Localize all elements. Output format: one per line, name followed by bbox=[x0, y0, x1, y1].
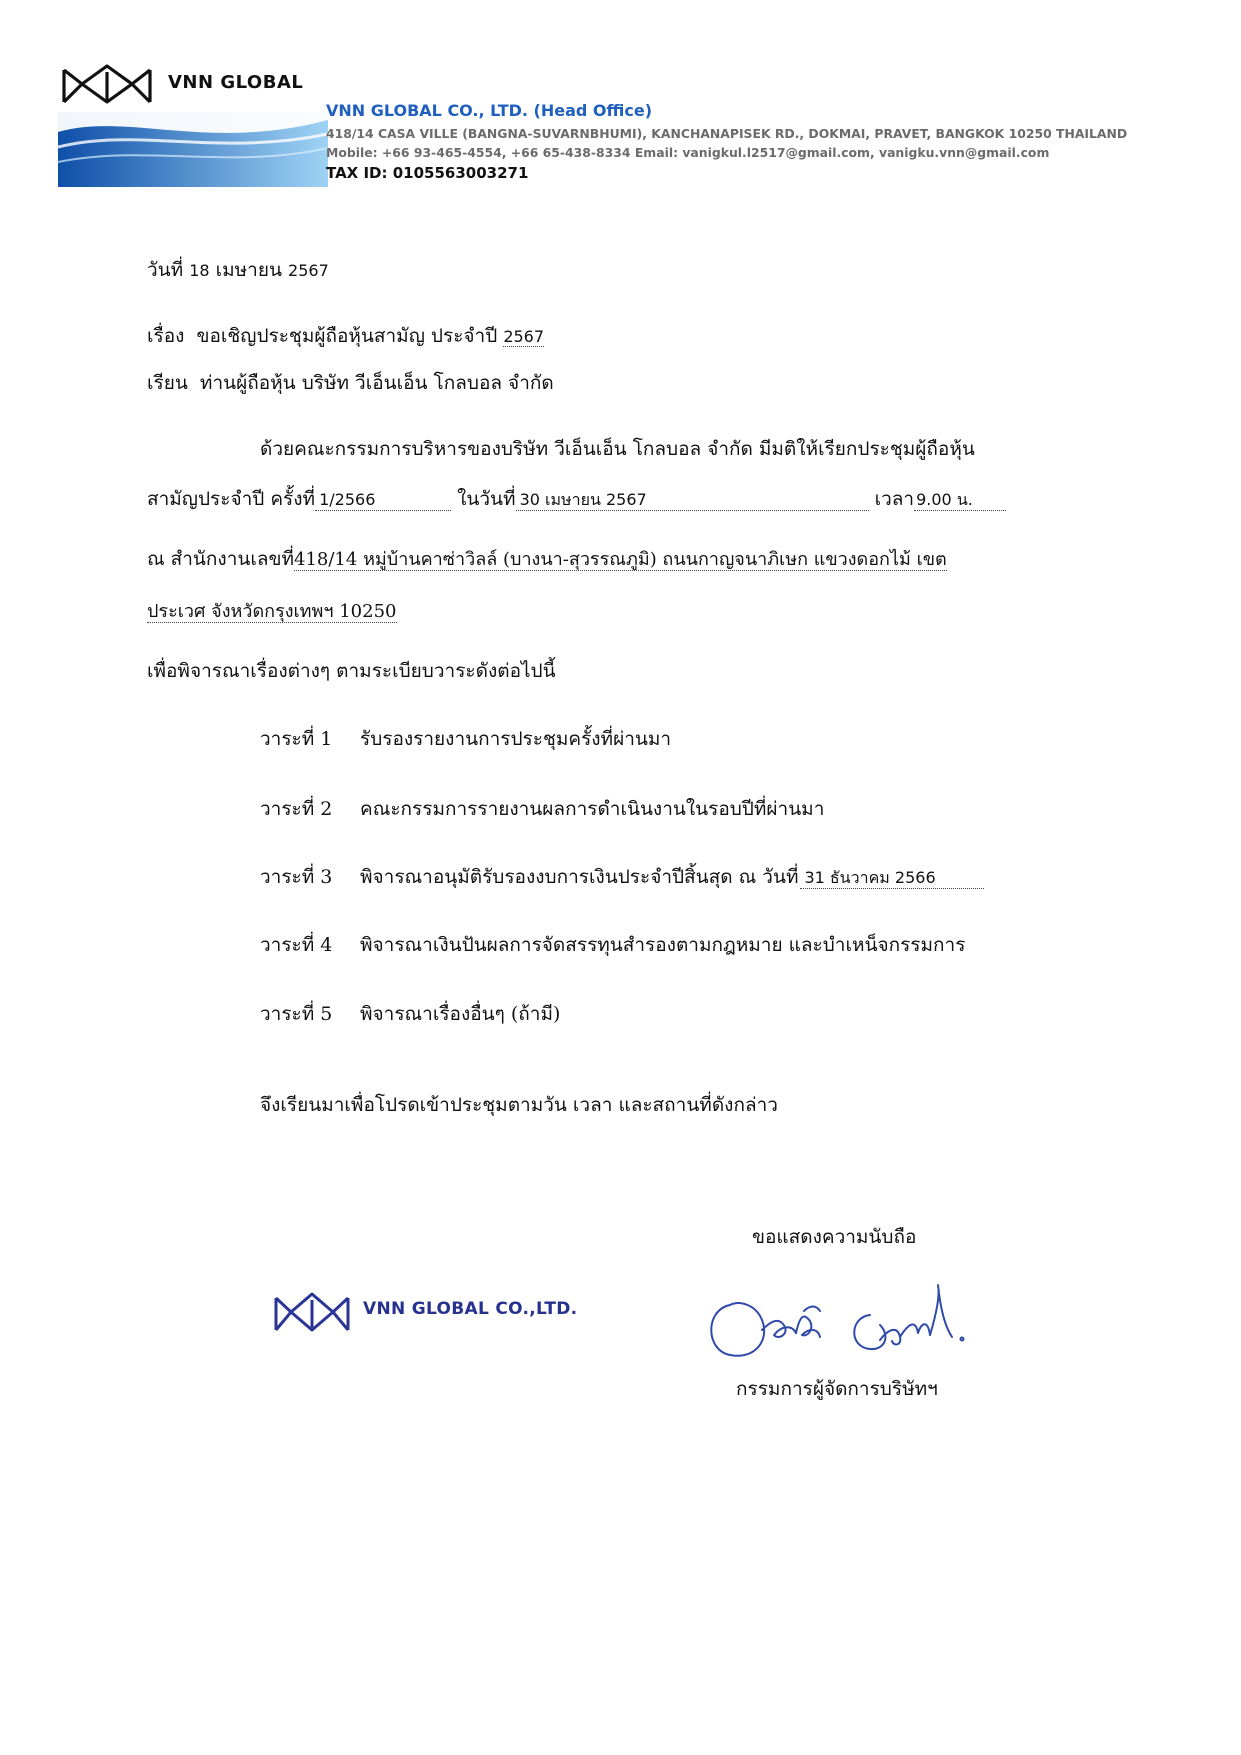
date-month: เมษายน bbox=[215, 259, 282, 281]
agenda-item bbox=[260, 794, 824, 824]
agenda-item bbox=[260, 930, 965, 960]
location-line-1 bbox=[147, 544, 947, 574]
agenda-label: วาระที่ 4 bbox=[260, 934, 333, 956]
agenda-text: พิจารณาเงินปันผลการจัดสรรทุนสำรองตามกฎหมาย และบำเหน็จกรรมการ bbox=[360, 934, 966, 956]
meeting-date-label: ในวันที่ bbox=[457, 488, 516, 510]
agenda-label: วาระที่ 3 bbox=[260, 866, 333, 888]
meeting-date-field: 30 เมษายน 2567 bbox=[516, 490, 869, 511]
agenda-text: คณะกรรมการรายงานผลการดำเนินงานในรอบปีที่ผ่านมา bbox=[360, 798, 825, 820]
letter-date bbox=[147, 255, 329, 285]
agenda-text: รับรองรายงานการประชุมครั้งที่ผ่านมา bbox=[360, 728, 672, 750]
letterhead bbox=[0, 0, 1241, 200]
company-contact: Mobile: +66 93-465-4554, +66 65-438-8334 Email: vanigkul.l2517@gmail.com, vanigku.vnn@gmail.com bbox=[326, 145, 1050, 160]
closing-text: จึงเรียนมาเพื่อโปรดเข้าประชุมตามวัน เวลา และสถานที่ดังกล่าว bbox=[260, 1094, 778, 1116]
agenda-item bbox=[260, 862, 984, 892]
subject-label: เรื่อง bbox=[147, 325, 185, 347]
stamp-company-name: VNN GLOBAL CO.,LTD. bbox=[363, 1299, 578, 1319]
location-prefix: ณ สำนักงานเลขที่ bbox=[147, 548, 295, 570]
location-address-1: 418/14 หมู่บ้านคาซ่าวิลล์ (บางนา-สุวรรณภูมิ) ถนนกาญจนาภิเษก แขวงดอกไม้ เขต bbox=[294, 549, 947, 570]
meeting-no-field: 1/2566 bbox=[315, 490, 451, 511]
agenda-text: พิจารณาเรื่องอื่นๆ (ถ้ามี) bbox=[360, 1003, 561, 1025]
agenda-label: วาระที่ 5 bbox=[260, 1003, 333, 1025]
regards-text: ขอแสดงความนับถือ bbox=[752, 1226, 917, 1248]
tax-id: TAX ID: 0105563003271 bbox=[326, 164, 529, 182]
date-label: วันที่ bbox=[147, 259, 184, 281]
agenda-label: วาระที่ 1 bbox=[260, 728, 333, 750]
stamp-logo-icon bbox=[272, 1290, 352, 1338]
subject-line bbox=[147, 321, 544, 351]
meeting-no-label: สามัญประจำปี ครั้งที่ bbox=[147, 488, 316, 510]
agenda-text: พิจารณาอนุมัติรับรองงบการเงินประจำปีสิ้นสุด ณ วันที่ bbox=[360, 866, 799, 888]
to-text: ท่านผู้ถือหุ้น บริษัท วีเอ็นเอ็น โกลบอล จำกัด bbox=[199, 372, 554, 394]
date-day: 18 bbox=[189, 261, 210, 280]
meeting-time-label: เวลา bbox=[874, 488, 915, 510]
to-label: เรียน bbox=[147, 372, 188, 394]
agenda-intro: เพื่อพิจารณาเรื่องต่างๆ ตามระเบียบวาระดังต่อไปนี้ bbox=[147, 660, 556, 682]
handwritten-signature bbox=[700, 1255, 990, 1370]
paragraph-line-1: ด้วยคณะกรรมการบริหารของบริษัท วีเอ็นเอ็น โกลบอล จำกัด มีมติให้เรียกประชุมผู้ถือหุ้น bbox=[260, 438, 975, 460]
company-title: VNN GLOBAL CO., LTD. (Head Office) bbox=[326, 101, 653, 120]
agenda-item bbox=[260, 724, 671, 754]
location-address-2: ประเวศ จังหวัดกรุงเทพฯ 10250 bbox=[147, 601, 397, 622]
subject-year: 2567 bbox=[503, 327, 545, 346]
brand-name: VNN GLOBAL bbox=[168, 72, 304, 93]
signer-title: กรรมการผู้จัดการบริษัทฯ bbox=[736, 1378, 938, 1400]
subject-text: ขอเชิญประชุมผู้ถือหุ้นสามัญ ประจำปี bbox=[196, 325, 498, 347]
agenda-label: วาระที่ 2 bbox=[260, 798, 333, 820]
agenda-item bbox=[260, 999, 560, 1029]
date-year: 2567 bbox=[288, 261, 329, 280]
location-line-2 bbox=[147, 596, 397, 625]
wave-banner-graphic bbox=[58, 112, 328, 187]
agenda-date-field: 31 ธันวาคม 2566 bbox=[800, 868, 984, 889]
vnn-logo-icon bbox=[60, 62, 155, 110]
recipient-line bbox=[147, 368, 554, 398]
paragraph-line-2 bbox=[147, 484, 1006, 514]
company-address: 418/14 CASA VILLE (BANGNA-SUVARNBHUMI), KANCHANAPISEK RD., DOKMAI, PRAVET, BANGKOK 10250 THAILAND bbox=[326, 126, 1128, 141]
meeting-time-field: 9.00 น. bbox=[914, 490, 1006, 511]
